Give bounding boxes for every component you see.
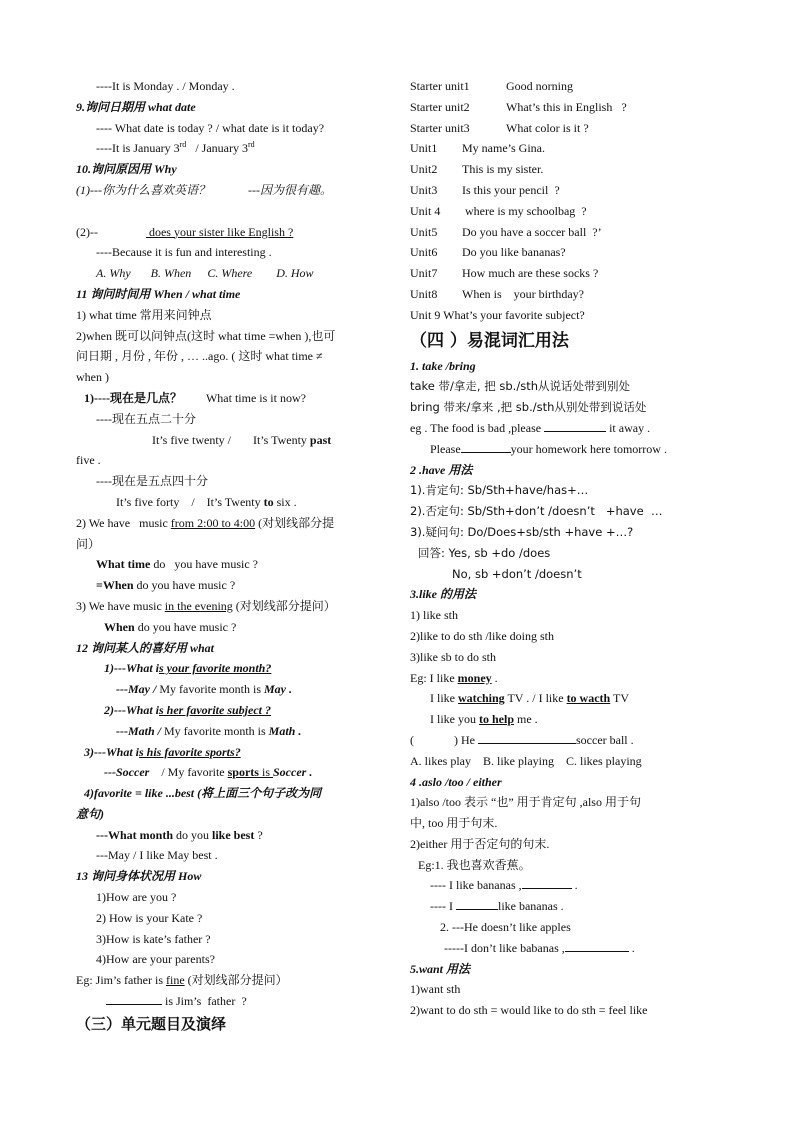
text-line: 2).否定句: Sb/Sth+don’t /doesn’t +have … <box>410 504 663 519</box>
text-line: ---May / I like May best . <box>96 848 218 863</box>
unit-row: Unit 4 where is my schoolbag ? <box>410 203 587 218</box>
text-line: 1).肯定句: Sb/Sth+have/has+… <box>410 483 589 498</box>
text-line: 2)either 用于否定句的句末. <box>410 836 550 851</box>
answer-blank <box>522 876 572 889</box>
unit-row: Unit6 Do you like bananas? <box>410 245 566 260</box>
text-line: ----Because it is fun and interesting . <box>96 245 272 260</box>
text-line: 4)favorite = like ...best (将上面三个句子改为同 <box>84 786 322 801</box>
text-line: bring 带来/拿来 ,把 sb./sth从别处带到说话处 <box>410 400 647 415</box>
text-line: ( ) He soccer ball . <box>410 732 634 747</box>
answer-blank <box>565 939 629 952</box>
text-line: No, sb +don’t /doesn’t <box>452 566 582 581</box>
text-line: 2)like to do sth /like doing sth <box>410 628 554 643</box>
text-line: ---- I like bananas . <box>430 899 564 914</box>
text-line: (1)---你为什么喜欢英语？ ---因为很有趣。 <box>76 182 332 197</box>
text-line: 问） <box>76 536 101 551</box>
choice-options: A. Why B. When C. Where D. How <box>96 266 314 281</box>
text-line: ----现在五点二十分 <box>96 411 196 426</box>
text-line: What time do you have music ? <box>96 557 258 572</box>
text-line: ----It is January 3rd / January 3rd <box>96 140 255 156</box>
heading-what: 12 询问某人的喜好用 what <box>76 640 215 655</box>
unit-row: Unit2 This is my sister. <box>410 162 544 177</box>
text-line: 4)How are your parents? <box>96 952 215 967</box>
answer-blank <box>544 419 606 432</box>
heading-why: 10.询问原因用 Why <box>76 162 177 177</box>
heading-how: 13 询问身体状况用 How <box>76 869 202 884</box>
text-line: is Jim’s father ? <box>76 991 386 1012</box>
heading-have: 2 .have 用法 <box>410 462 473 477</box>
text-line: ---What month do you like best ? <box>96 827 263 842</box>
section-four-heading: （四 ）易混词汇用法 <box>410 330 569 351</box>
answer-blank <box>478 731 576 744</box>
unit-row: Starter unit2 What’s this in English ? <box>410 99 627 114</box>
text-line: 3)---What is his favorite sports? <box>84 744 241 759</box>
text-line: 3)How is kate’s father ? <box>96 931 211 946</box>
text-line: 2) How is your Kate ? <box>96 910 203 925</box>
text-line: eg . The food is bad ,please it away . <box>410 420 651 435</box>
text-line: 问日期 , 月份 , 年份 , … ..ago. ( 这时 what time ≠ <box>76 349 323 364</box>
text-line: 回答: Yes, sb +do /does <box>418 545 551 560</box>
unit-row: Unit5 Do you have a soccer ball ?’ <box>410 224 602 239</box>
answer-blank <box>456 897 498 910</box>
text-line: 1)want sth <box>410 982 461 997</box>
text-line: ---Math / My favorite month is Math . <box>116 723 302 738</box>
unit-row: Unit1 My name’s Gina. <box>410 141 545 156</box>
text-line: Eg:1. 我也喜欢香蕉。 <box>418 857 531 872</box>
unit-row: Unit7 How much are these socks ? <box>410 266 599 281</box>
text-line: take 带/拿走, 把 sb./sth从说话处带到别处 <box>410 379 630 394</box>
text-line: 意句) <box>76 806 104 821</box>
text-line: ---May / My favorite month is May . <box>116 682 292 697</box>
heading-what-date: 9.询问日期用 what date <box>76 99 196 114</box>
text-line: Eg: Jim’s father is fine (对划线部分提问） <box>76 973 288 988</box>
text-line: 1) what time 常用来问钟点 <box>76 307 212 322</box>
heading-like: 3.like 的用法 <box>410 587 476 602</box>
text-line: When do you have music ? <box>104 619 237 634</box>
text-line: It’s five forty / It’s Twenty to six . <box>116 494 297 509</box>
heading-also-too-either: 4 .aslo /too / either <box>410 774 502 789</box>
text-line: 3) We have music in the evening (对划线部分提问） <box>76 598 336 613</box>
section-three-heading: （三）单元题目及演绎 <box>76 1014 227 1033</box>
heading-want: 5.want 用法 <box>410 961 471 976</box>
text-line: ---Soccer / My favorite sports is Soccer . <box>104 765 313 780</box>
text-line: 2)when 既可以问钟点(这时 what time =when ),也可 <box>76 328 336 343</box>
text-line: 2)want to do sth = would like to do sth = feel like <box>410 1003 648 1018</box>
heading-when: 11 询问时间用 When / what time <box>76 286 241 301</box>
text-line: (2)-- does your sister like English ? <box>76 224 294 239</box>
text-line: 中, too 用于句末. <box>410 816 498 831</box>
right-column <box>410 76 720 1021</box>
unit-row: Starter unit1 Good norning <box>410 79 573 93</box>
text-line: 1)---What is your favorite month? <box>104 661 272 676</box>
unit-row: Unit3 Is this your pencil ? <box>410 182 560 197</box>
left-column <box>76 76 386 1036</box>
text-line: 2)---What is her favorite subject ? <box>104 702 271 717</box>
unit-row: Unit 9 What’s your favorite subject? <box>410 307 585 322</box>
choice-options: A. likes play B. like playing C. likes playing <box>410 753 642 768</box>
text-line: =When do you have music ? <box>96 578 236 593</box>
answer-blank <box>461 440 511 453</box>
text-line: ----It is Monday . / Monday . <box>96 79 235 93</box>
unit-row: Unit8 When is your birthday? <box>410 286 584 301</box>
blank-with-text: does your sister like English ? <box>145 224 294 239</box>
text-line: Please your homework here tomorrow . <box>430 441 667 456</box>
text-line: five . <box>76 453 101 468</box>
text-line: 2) We have music from 2:00 to 4:00 (对划线部分提 <box>76 515 335 530</box>
text-line: I like watching TV . / I like to wacth TV <box>430 691 630 706</box>
text-line: 1)also /too 表示 “也” 用于肯定句 ,also 用于句 <box>410 795 641 810</box>
text-line: -----I don’t like babanas , . <box>444 940 635 955</box>
text-line: 3).疑问句: Do/Does+sb/sth +have +…? <box>410 524 634 539</box>
text-line: ----现在是五点四十分 <box>96 474 208 489</box>
heading-take-bring: 1. take /bring <box>410 358 476 373</box>
text-line: 1)----现在是几点？ What time is it now? <box>84 390 306 405</box>
text-line: 1) like sth <box>410 608 458 623</box>
unit-row: Starter unit3 What color is it ? <box>410 120 589 135</box>
text-line: 1)How are you ? <box>96 890 177 905</box>
text-line: ---- I like bananas , . <box>430 878 578 893</box>
text-line: 3)like sb to do sth <box>410 649 496 664</box>
text-line: Eg: I like money . <box>410 670 498 685</box>
text-line: I like you to help me . <box>430 712 538 727</box>
text-line: when ) <box>76 370 109 385</box>
answer-blank <box>106 992 162 1005</box>
text-line: ---- What date is today ? / what date is it today? <box>96 120 325 135</box>
text-line: 2. ---He doesn’t like apples <box>440 920 571 935</box>
text-line: It’s five twenty / It’s Twenty past <box>152 432 332 447</box>
